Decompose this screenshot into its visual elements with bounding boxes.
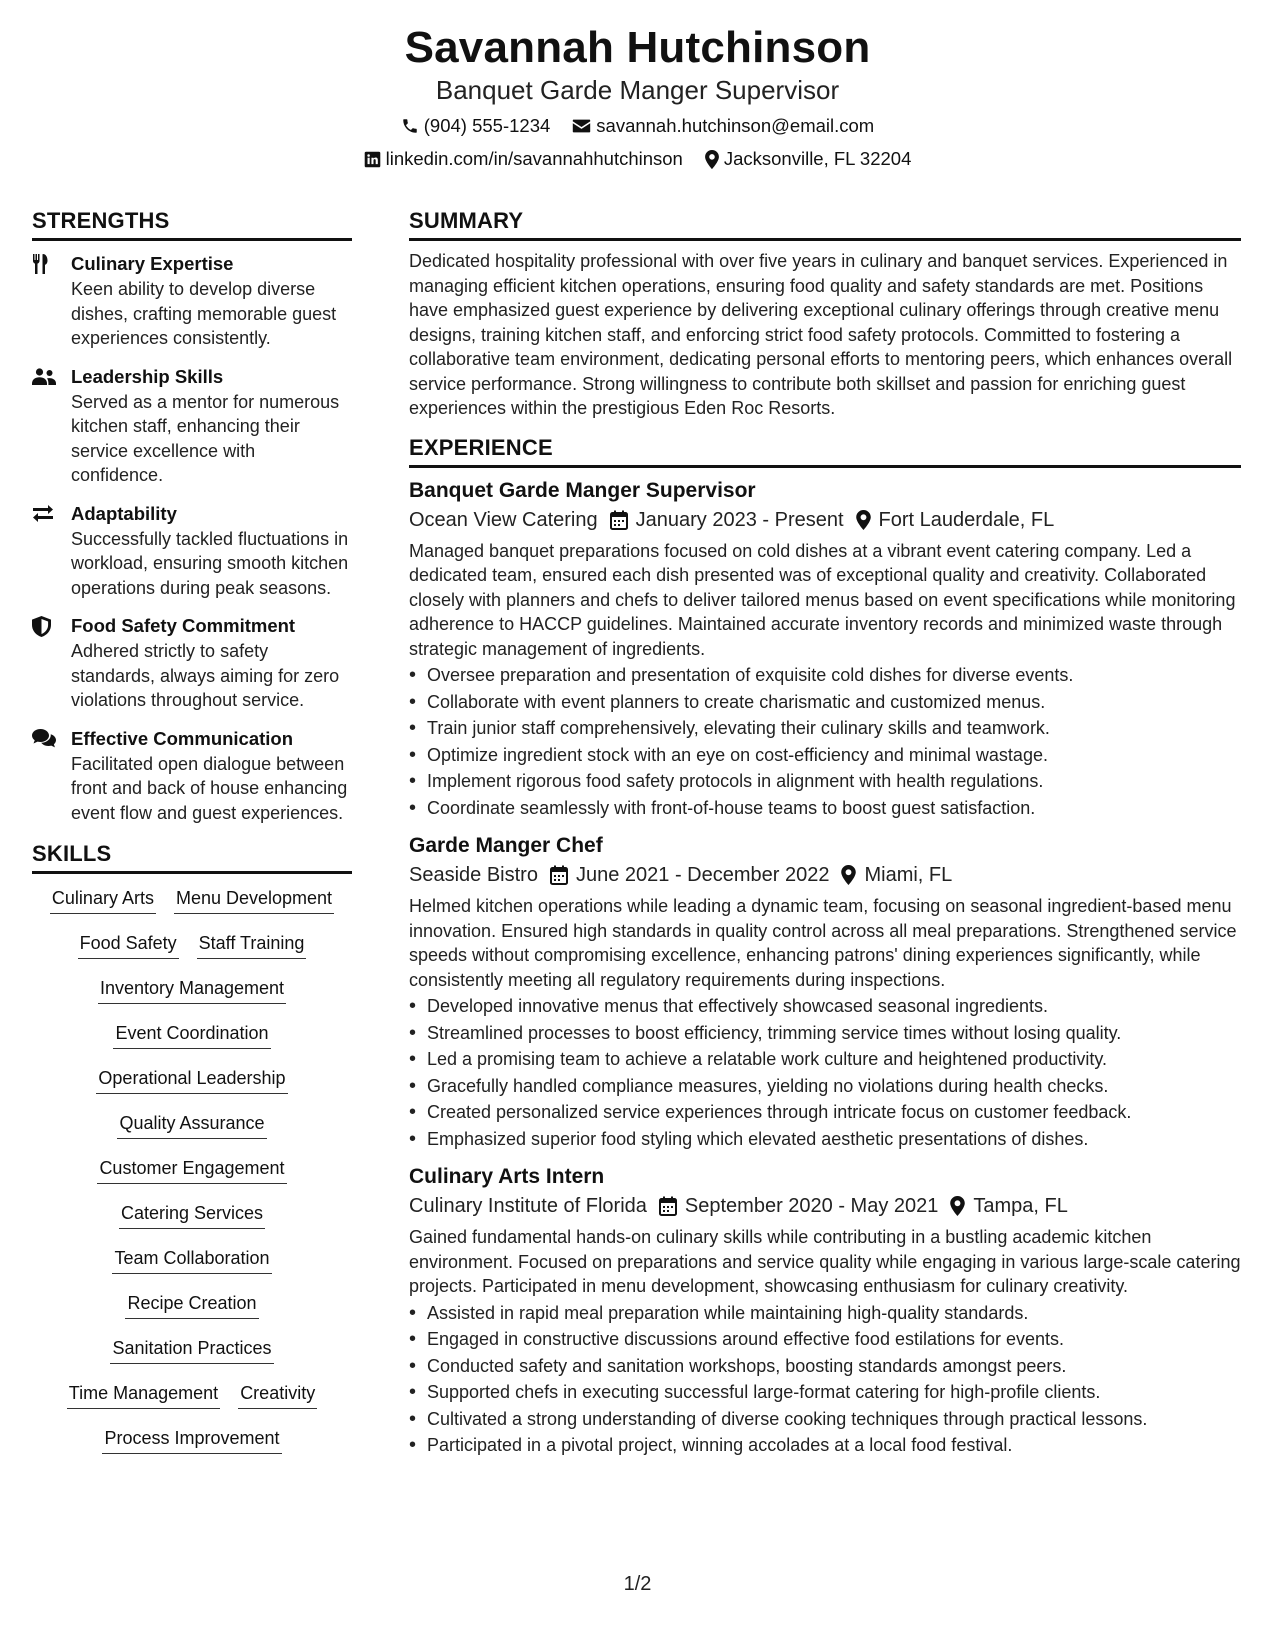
summary-text: Dedicated hospitality professional with over five years in culinary and banquet services. Experienced in managing efficient kitchen operations, ensuring food quality and safety standards are met. Positions have emphasized guest experience by delivering exceptional culinary offerings through creative menu designs, training kitchen staff, and enforcing strict food safety protocols. Committed to fostering a collaborative team environment, dedicating personal efforts to mentoring peers, which enhances overall service performance. Strong willingness to contribute both skillset and passion for enriching guest experiences within the prestigious Eden Roc Resorts. bbox=[409, 251, 1233, 418]
skill-row bbox=[32, 1201, 352, 1246]
strengths-heading: STRENGTHS bbox=[32, 206, 352, 241]
skill-row bbox=[32, 931, 352, 976]
job-company: Ocean View Catering bbox=[409, 508, 598, 531]
skill-tag: Sanitation Practices bbox=[110, 1336, 273, 1364]
strength-item bbox=[32, 251, 352, 351]
linkedin-url[interactable]: linkedin.com/in/savannahhutchinson bbox=[385, 148, 683, 169]
job-entry bbox=[409, 831, 1241, 1152]
utensils-icon bbox=[32, 253, 56, 275]
strength-item bbox=[32, 726, 352, 826]
job-location: Tampa, FL bbox=[973, 1195, 1068, 1217]
skill-row bbox=[32, 1291, 352, 1336]
strength-item bbox=[32, 501, 352, 601]
skill-tag: Recipe Creation bbox=[125, 1291, 258, 1319]
job-dates: January 2023 - Present bbox=[635, 508, 844, 531]
job-bullet: • Oversee preparation and presentation of exquisite cold dishes for diverse events. bbox=[409, 662, 1241, 689]
job-bullet: • Created personalized service experiences through intricate focus on customer feedback. bbox=[409, 1099, 1241, 1126]
strength-title: Leadership Skills bbox=[71, 365, 224, 387]
skill-row bbox=[32, 1426, 352, 1471]
job-location-wrap bbox=[856, 506, 1055, 534]
calendar-icon bbox=[550, 865, 568, 885]
strength-description: Served as a mentor for numerous kitchen staff, enhancing their service excellence with confidence. bbox=[71, 391, 340, 485]
strength-item bbox=[32, 364, 352, 488]
map-pin-icon bbox=[705, 150, 719, 169]
job-bullet: • Developed innovative menus that effectively showcased seasonal ingredients. bbox=[409, 993, 1241, 1020]
job-bullet: • Assisted in rapid meal preparation while maintaining high-quality standards. bbox=[409, 1300, 1241, 1327]
strength-description: Adhered strictly to safety standards, always aiming for zero violations throughout service. bbox=[71, 641, 340, 710]
phone-icon bbox=[401, 117, 419, 135]
job-description: Managed banquet preparations focused on cold dishes at a vibrant event catering company. Led a dedicated team, ensured each dish presented was of exceptional quality and creativity. Collaborated closely with planners and chefs to deliver tailored menus based on event specifications while monitoring adherence to HACCP guidelines. Maintained accurate inventory records and minimized waste through strategic management of ingredients. bbox=[409, 540, 1236, 659]
skill-row bbox=[32, 1246, 352, 1291]
strength-title: Adaptability bbox=[71, 502, 177, 524]
job-title: Culinary Arts Intern bbox=[409, 1165, 605, 1188]
page-number: 1/2 bbox=[623, 1573, 652, 1595]
job-company: Culinary Institute of Florida bbox=[409, 1195, 647, 1217]
skill-tag: Customer Engagement bbox=[97, 1156, 286, 1184]
skill-row bbox=[32, 886, 352, 931]
email-address[interactable]: savannah.hutchinson@email.com bbox=[596, 115, 875, 136]
left-column bbox=[32, 206, 352, 1471]
job-bullet: • Participated in a pivotal project, winning accolades at a local food festival. bbox=[409, 1432, 1241, 1459]
contact-location bbox=[705, 147, 912, 171]
strengths-list bbox=[32, 251, 352, 825]
skill-tag: Inventory Management bbox=[98, 976, 286, 1004]
job-title: Banquet Garde Manger Supervisor bbox=[409, 478, 756, 502]
job-bullet: • Gracefully handled compliance measures, yielding no violations during health checks. bbox=[409, 1073, 1241, 1100]
resume-header bbox=[0, 22, 1275, 171]
strength-description: Successfully tackled fluctuations in workload, ensuring smooth kitchen operations during peak seasons. bbox=[71, 528, 349, 598]
job-bullet: • Conducted safety and sanitation workshops, boosting standards amongst peers. bbox=[409, 1353, 1241, 1380]
job-description: Gained fundamental hands-on culinary skills while contributing in a bustling academic kitchen environment. Focused on preparations and service quality while engaging in various large-scale catering projects. Participated in menu development, showcasing enthusiasm for culinary creativity. bbox=[409, 1227, 1241, 1296]
skill-row bbox=[32, 1156, 352, 1201]
job-bullets bbox=[409, 662, 1241, 821]
skill-tag: Operational Leadership bbox=[96, 1066, 287, 1094]
skill-row bbox=[32, 1336, 352, 1381]
skill-tag: Creativity bbox=[238, 1381, 317, 1409]
job-dates-wrap bbox=[550, 861, 830, 889]
skill-tag: Menu Development bbox=[174, 886, 334, 914]
summary-heading: SUMMARY bbox=[409, 206, 1241, 241]
right-column bbox=[409, 206, 1241, 1459]
users-icon bbox=[32, 366, 56, 388]
skill-tag: Quality Assurance bbox=[117, 1111, 266, 1139]
job-dates: September 2020 - May 2021 bbox=[684, 1195, 939, 1217]
job-location-wrap bbox=[841, 861, 952, 889]
contact-line-1 bbox=[0, 114, 1275, 138]
job-location-wrap bbox=[950, 1192, 1067, 1220]
job-bullet: • Implement rigorous food safety protocols in alignment with health regulations. bbox=[409, 768, 1241, 795]
chat-bubbles-icon bbox=[32, 728, 56, 750]
map-pin-icon bbox=[856, 510, 871, 530]
location-text: Jacksonville, FL 32204 bbox=[723, 148, 912, 169]
map-pin-icon bbox=[950, 1196, 965, 1216]
job-bullet: • Coordinate seamlessly with front-of-house teams to boost guest satisfaction. bbox=[409, 795, 1241, 822]
strength-description: Facilitated open dialogue between front and back of house enhancing event flow and guest experiences. bbox=[71, 753, 348, 823]
job-bullet: • Streamlined processes to boost efficiency, trimming service times without losing quality. bbox=[409, 1020, 1241, 1047]
strength-title: Effective Communication bbox=[71, 727, 294, 749]
job-bullet: • Optimize ingredient stock with an eye on cost-efficiency and minimal wastage. bbox=[409, 742, 1241, 769]
phone-number: (904) 555-1234 bbox=[423, 115, 551, 136]
calendar-icon bbox=[659, 1196, 677, 1216]
shield-icon bbox=[32, 615, 56, 637]
job-bullets bbox=[409, 1300, 1241, 1459]
strength-title: Culinary Expertise bbox=[71, 253, 234, 274]
job-location: Miami, FL bbox=[864, 864, 953, 886]
skill-row bbox=[32, 1381, 352, 1426]
job-bullet: • Collaborate with event planners to create charismatic and customized menus. bbox=[409, 689, 1241, 716]
job-meta bbox=[409, 506, 1241, 534]
skill-row bbox=[32, 976, 352, 1021]
job-meta bbox=[409, 1192, 1241, 1220]
contact-line-2 bbox=[0, 147, 1275, 171]
skills-list bbox=[32, 886, 352, 1471]
job-entry bbox=[409, 1162, 1241, 1459]
contact-phone bbox=[401, 114, 551, 138]
skill-tag: Team Collaboration bbox=[112, 1246, 271, 1274]
candidate-name: Savannah Hutchinson bbox=[404, 23, 871, 72]
skill-tag: Process Improvement bbox=[102, 1426, 281, 1454]
job-description: Helmed kitchen operations while leading a dynamic team, focusing on seasonal ingredient-based menu innovation. Ensured high standards in quality control across all meal preparations. Strengthened service speeds without compromising excellence, enhancing patrons' dining experiences significantly, while consistently meeting all regulatory requirements during inspections. bbox=[409, 896, 1237, 990]
linkedin-icon bbox=[364, 151, 381, 168]
skill-tag: Staff Training bbox=[197, 931, 307, 959]
job-bullet: • Supported chefs in executing successful large-format catering for high-profile clients. bbox=[409, 1379, 1241, 1406]
job-bullet: • Engaged in constructive discussions around effective food estilations for events. bbox=[409, 1326, 1241, 1353]
job-bullet: • Emphasized superior food styling which elevated aesthetic presentations of dishes. bbox=[409, 1126, 1241, 1153]
skill-tag: Time Management bbox=[67, 1381, 220, 1409]
strength-description: Keen ability to develop diverse dishes, crafting memorable guest experiences consistently. bbox=[71, 279, 337, 348]
job-title: Garde Manger Chef bbox=[409, 834, 603, 857]
job-bullet: • Cultivated a strong understanding of diverse cooking techniques through practical lessons. bbox=[409, 1406, 1241, 1433]
map-pin-icon bbox=[841, 865, 856, 885]
skill-tag: Culinary Arts bbox=[50, 886, 156, 914]
skill-tag: Event Coordination bbox=[113, 1021, 270, 1049]
skill-tag: Catering Services bbox=[119, 1201, 265, 1229]
skills-heading: SKILLS bbox=[32, 839, 352, 874]
candidate-title: Banquet Garde Manger Supervisor bbox=[435, 75, 840, 105]
arrows-exchange-icon bbox=[32, 503, 56, 525]
job-entry bbox=[409, 476, 1241, 822]
job-bullet: • Train junior staff comprehensively, elevating their culinary skills and teamwork. bbox=[409, 715, 1241, 742]
skill-row bbox=[32, 1021, 352, 1066]
strength-title: Food Safety Commitment bbox=[71, 615, 296, 636]
job-meta bbox=[409, 861, 1241, 889]
job-dates: June 2021 - December 2022 bbox=[575, 864, 830, 886]
skill-row bbox=[32, 1066, 352, 1111]
contact-linkedin[interactable] bbox=[364, 147, 683, 171]
job-dates-wrap bbox=[610, 506, 844, 534]
job-dates-wrap bbox=[659, 1192, 939, 1220]
experience-heading: EXPERIENCE bbox=[409, 433, 1241, 468]
skill-tag: Food Safety bbox=[78, 931, 179, 959]
skill-row bbox=[32, 1111, 352, 1156]
job-company: Seaside Bistro bbox=[409, 864, 538, 886]
job-location: Fort Lauderdale, FL bbox=[878, 508, 1055, 531]
job-bullet: • Led a promising team to achieve a relatable work culture and heightened productivity. bbox=[409, 1046, 1241, 1073]
job-bullets bbox=[409, 993, 1241, 1152]
envelope-icon bbox=[572, 118, 591, 134]
calendar-icon bbox=[610, 510, 628, 530]
strength-item bbox=[32, 613, 352, 713]
contact-email[interactable] bbox=[572, 114, 874, 138]
